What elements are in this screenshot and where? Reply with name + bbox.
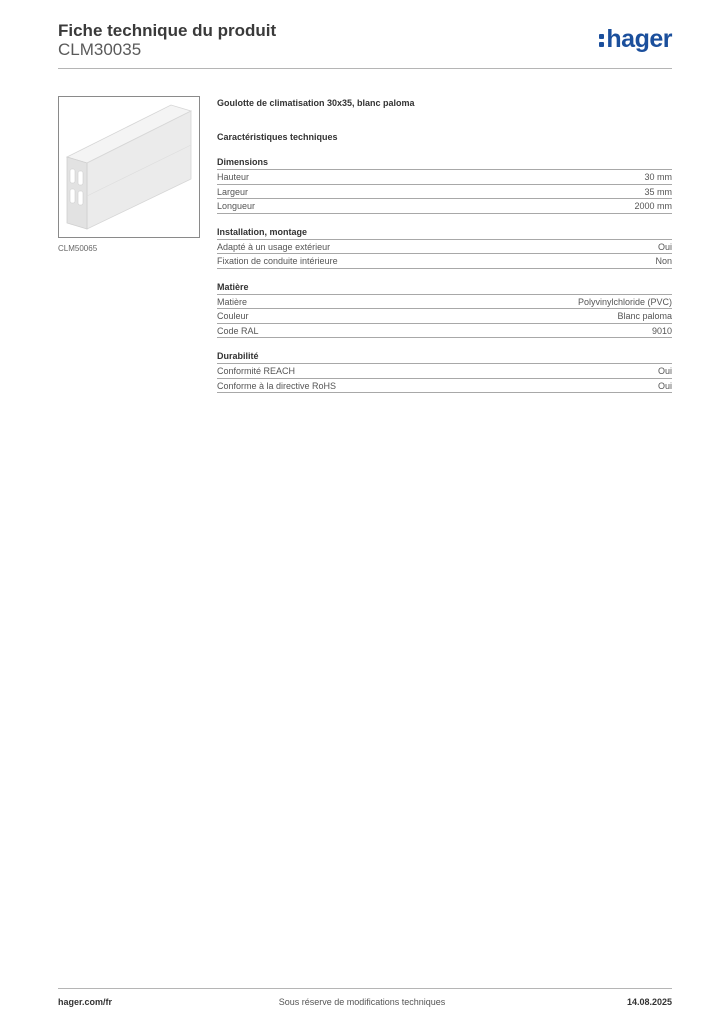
logo-text: hager: [606, 25, 672, 53]
spec-row: [217, 239, 672, 254]
spec-row: [217, 253, 672, 269]
spec-label: Code RAL: [217, 325, 259, 336]
spec-group-installation: [217, 225, 672, 269]
spec-row: [217, 184, 672, 199]
spec-label: Adapté à un usage extérieur: [217, 241, 331, 252]
specifications-heading: Caractéristiques techniques: [217, 132, 338, 142]
spec-row: [217, 378, 672, 394]
group-title: Matière: [217, 281, 249, 292]
spec-value: Blanc paloma: [617, 311, 672, 321]
spec-label: Couleur: [217, 311, 249, 321]
header-divider: [58, 68, 672, 69]
footer-divider: [58, 988, 672, 989]
spec-value: Oui: [657, 366, 672, 376]
spec-label: Hauteur: [217, 172, 250, 182]
hager-logo: [599, 24, 672, 54]
product-code: CLM30035: [58, 40, 142, 59]
spec-value: 9010: [651, 325, 672, 336]
spec-label: Matière: [217, 296, 248, 307]
spec-row: [217, 198, 672, 214]
image-caption: CLM50065: [58, 244, 98, 253]
spec-row: [217, 169, 672, 184]
footer-disclaimer: Sous réserve de modifications techniques: [278, 997, 446, 1007]
spec-row: [217, 308, 672, 323]
footer-date: 14.08.2025: [626, 997, 672, 1007]
specifications-panel: [217, 96, 672, 393]
spec-value: Non: [655, 256, 672, 266]
product-name: Goulotte de climatisation 30x35, blanc paloma: [217, 98, 415, 108]
spec-label: Conforme à la directive RoHS: [217, 380, 337, 391]
group-title: Durabilité: [217, 351, 259, 361]
spec-label: Largeur: [217, 186, 249, 197]
spec-value: Oui: [657, 241, 672, 252]
spec-value: 2000 mm: [634, 201, 672, 211]
group-title: Dimensions: [217, 157, 269, 167]
group-title: Installation, montage: [217, 226, 308, 237]
spec-group-durability: [217, 349, 672, 393]
spec-group-material: [217, 280, 672, 339]
spec-value: Polyvinylchloride (PVC): [577, 296, 672, 307]
document-title: Fiche technique du produit: [58, 21, 277, 40]
footer-website-link[interactable]: hager.com/fr: [58, 997, 113, 1007]
product-image: [58, 96, 200, 238]
spec-value: 30 mm: [644, 172, 672, 182]
spec-label: Fixation de conduite intérieure: [217, 256, 338, 266]
spec-label: Conformité REACH: [217, 366, 296, 376]
spec-group-dimensions: [217, 155, 672, 214]
spec-value: 35 mm: [644, 186, 672, 197]
cable-duct-illustration: [59, 97, 199, 237]
spec-row: [217, 363, 672, 378]
spec-row: [217, 323, 672, 339]
logo-dots-icon: [599, 32, 604, 48]
page-header: [58, 20, 672, 68]
spec-row: [217, 294, 672, 309]
spec-label: Longueur: [217, 201, 256, 211]
spec-value: Oui: [657, 380, 672, 391]
